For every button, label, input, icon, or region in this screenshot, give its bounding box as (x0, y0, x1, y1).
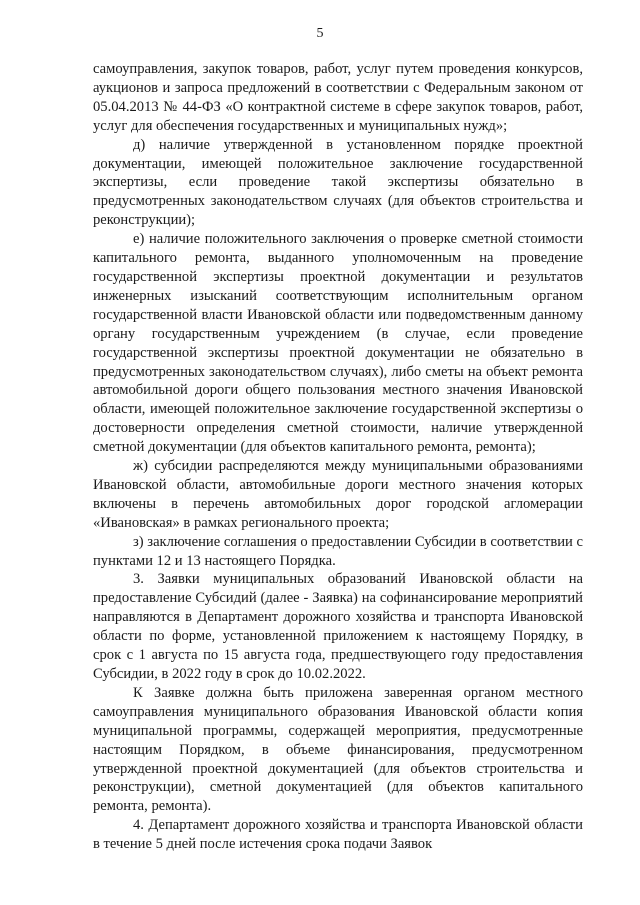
body-text (93, 60, 583, 854)
paragraph-clause-4: 4. Департамент дорожного хозяйства и транспорта Ивановской области в течение 5 дней после истечения срока подачи Заявок (93, 817, 583, 853)
paragraph-clause-3-attachment: К Заявке должна быть приложена заверенная органом местного самоуправления муниципального образования Ивановской области копия муниципальной программы, содержащей мероприятия, предусмотренные настоящим Порядком, в объеме финансирования, предусмотренном утвержденной проектной документацией (для объектов строительства и реконструкции), сметной документацией (для объектов капитального ремонта, ремонта). (93, 684, 583, 815)
paragraph-item-d: д) наличие утвержденной в установленном порядке проектной документации, имеющей положительное заключение государственной экспертизы, если проведение такой экспертизы обязательно в предусмотренных законодательством случаях (для объектов строительства и реконструкции); (93, 136, 583, 229)
paragraph-item-e: е) наличие положительного заключения о проверке сметной стоимости капитального ремонта, выданного уполномоченным на проведение государственной экспертизы проектной документации и результатов инженерных изысканий соответствующим исполнительным органом государственной власти Ивановской области или подведомственным данному органу государственным учреждением (в случае, если проведение государственной экспертизы проектной документации не обязательно в предусмотренных законодательством случаях), либо сметы на объект ремонта автомобильной дороги общего пользования местного значения Ивановской области, имеющей положительное заключение государственной экспертизы о достоверности определения сметной стоимости, наличие утвержденной сметной документации (для объектов капитального ремонта, ремонта); (93, 231, 583, 456)
paragraph-continuation: самоуправления, закупок товаров, работ, услуг путем проведения конкурсов, аукционов и запроса предложений в соответствии с Федеральным законом от 05.04.2013 № 44-ФЗ «О контрактной системе в сфере закупок товаров, работ, услуг для обеспечения государственных и муниципальных нужд»; (93, 61, 583, 134)
page-number: 5 (316, 26, 324, 41)
paragraph-clause-3: 3. Заявки муниципальных образований Ивановской области на предоставление Субсидий (далее - Заявка) на софинансирование мероприятий направляются в Департамент дорожного хозяйства и транспорта Ивановской области по форме, установленной приложением к настоящему Порядку, в срок с 1 августа по 15 августа года, предшествующего году предоставления Субсидии, в 2022 году в срок до 10.02.2022. (93, 571, 583, 682)
paragraph-item-zh: ж) субсидии распределяются между муниципальными образованиями Ивановской области, автомобильные дороги местного значения которых включены в перечень автомобильных дорог городской агломерации «Ивановская» в рамках регионального проекта; (93, 458, 583, 531)
paragraph-item-z: з) заключение соглашения о предоставлении Субсидии в соответствии с пунктами 12 и 13 настоящего Порядка. (93, 533, 583, 569)
